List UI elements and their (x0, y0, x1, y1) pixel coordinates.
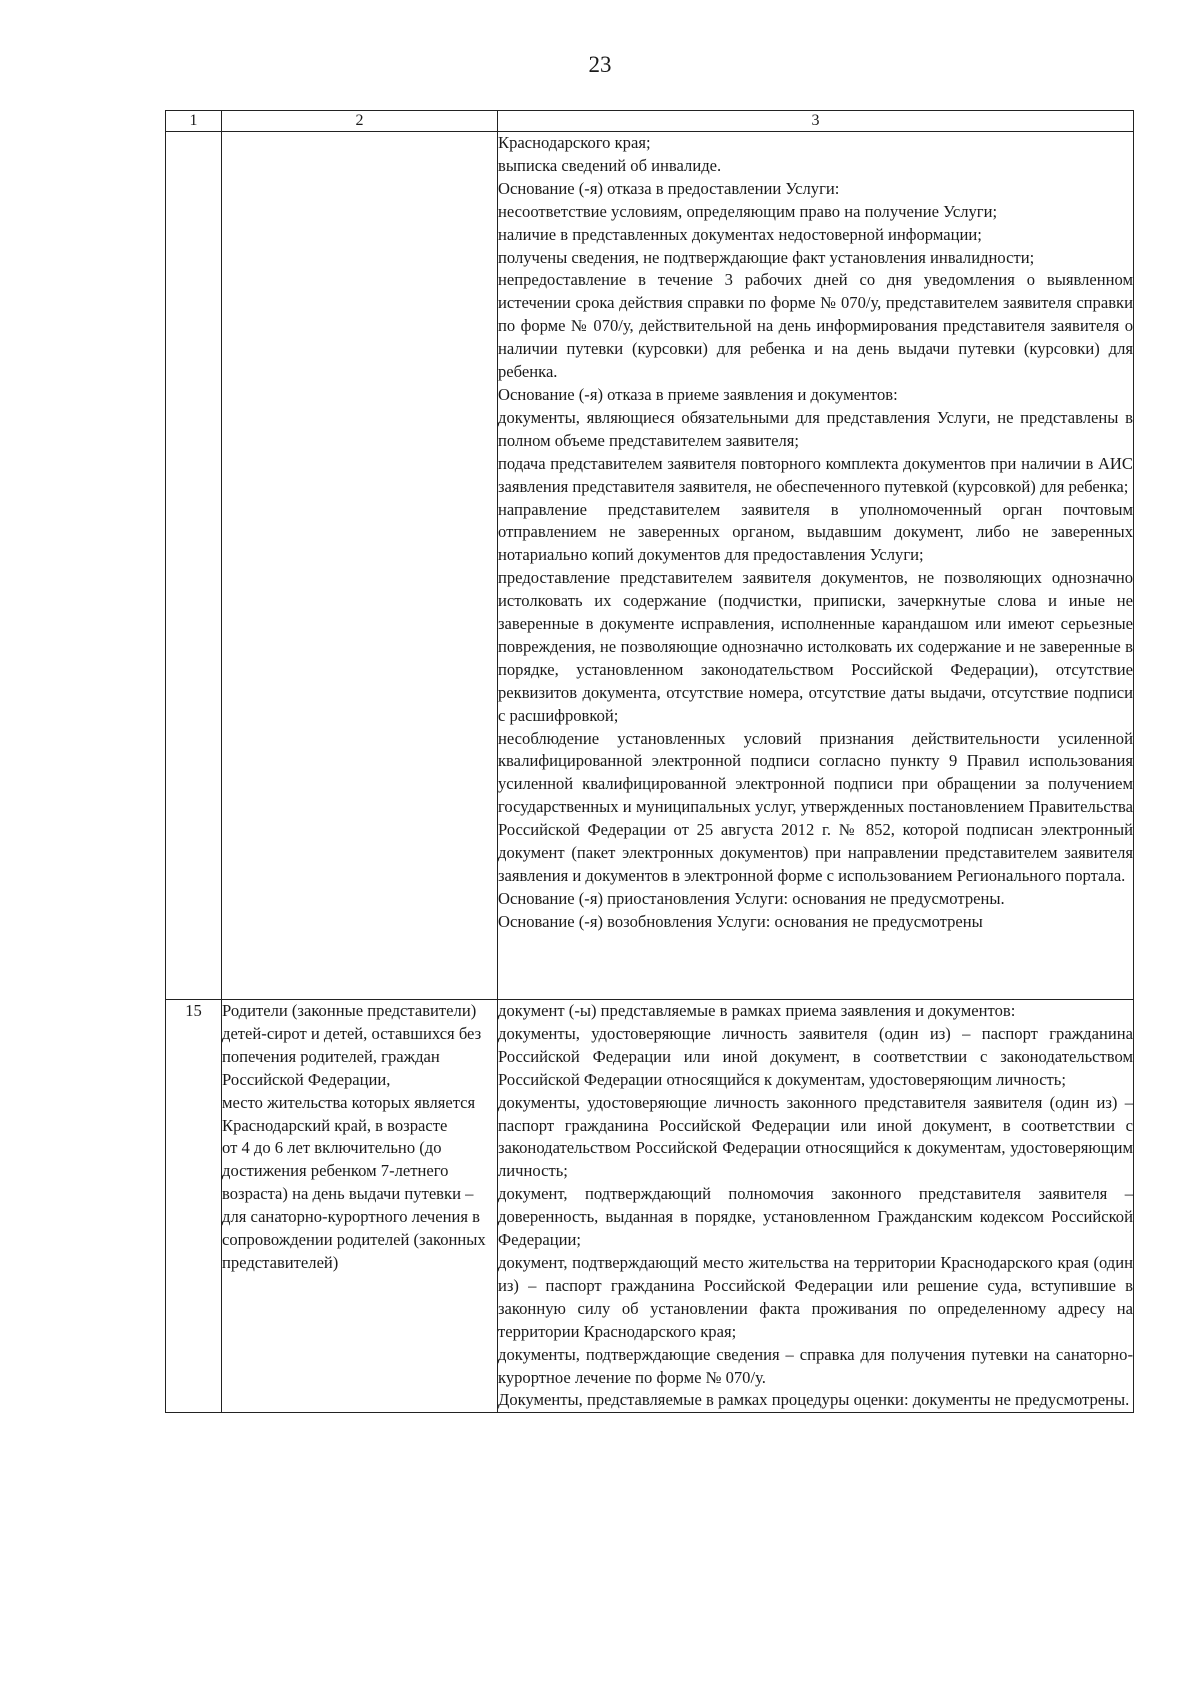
description-line: документы, удостоверяющие личность заявителя (один из) – паспорт гражданина Российской Федерации или иной документ, в соответствии с законодательством Российской Федерации относящийся к документам, удостоверяющим личность; (498, 1023, 1133, 1089)
description-line: наличие в представленных документах недостоверной информации; (498, 224, 982, 244)
table-row (166, 132, 1134, 1000)
criteria-line: место жительства которых является Краснодарский край, в возрасте (222, 1092, 476, 1135)
row-number-cell (166, 132, 222, 1000)
description-line: Документы, представляемые в рамках процедуры оценки: документы не предусмотрены. (498, 1390, 1130, 1410)
page-number: 23 (588, 52, 612, 77)
description-line: Основание (-я) приостановления Услуги: основания не предусмотрены. (498, 888, 1005, 908)
description-line: направление представителем заявителя в уполномоченный орган почтовым отправлением не заверенных органом, выдавшим документ, либо не заверенных нотариально копий документов для предоставления Услуги; (498, 499, 1133, 565)
description-line: несоответствие условиям, определяющим право на получение Услуги; (498, 201, 998, 221)
description-line: Краснодарского края; (498, 133, 651, 152)
column-header-3: 3 (498, 111, 1134, 132)
table-header-row (166, 111, 1134, 132)
description-line: предоставление представителем заявителя документов, не позволяющих однозначно истолковать их содержание (подчистки, приписки, зачеркнутые слова и иные не заверенные в документе исправления, исполненные карандашом или имеют серьезные повреждения, не позволяющие однозначно истолковать их содержание и не заверенные в порядке, установленном законодательством Российской Федерации), отсутствие реквизитов документа, отсутствие номера, отсутствие даты выдачи, отсутствие подписи с расшифровкой; (498, 568, 1133, 725)
description-line: документ (-ы) представляемые в рамках приема заявления и документов: (498, 1001, 1016, 1020)
column-header-1: 1 (166, 111, 222, 132)
description-line: подача представителем заявителя повторного комплекта документов при наличии в АИС заявления представителя заявителя, не обеспеченного путевкой (курсовкой) для ребенка; (498, 453, 1133, 496)
description-line: документы, подтверждающие сведения – справка для получения путевки на санаторно-курортное лечение по форме № 070/у. (498, 1344, 1133, 1387)
criteria-cell (222, 132, 498, 1000)
criteria-line: от 4 до 6 лет включительно (до достижения ребенком 7-летнего возраста) на день выдачи путевки – для санаторно-курортного лечения в сопровождении родителей (законных представителей) (222, 1138, 486, 1272)
description-cell (498, 132, 1134, 1000)
description-line: Основание (-я) отказа в приеме заявления и документов: (498, 384, 898, 404)
criteria-cell (222, 1000, 498, 1413)
description-line: непредоставление в течение 3 рабочих дней со дня уведомления о выявленном истечении срока действия справки по форме № 070/у, представителем заявителя справки по форме № 070/у, действительной на день информирования представителя заявителя о наличии путевки (курсовки) для ребенка и на день выдачи путевки (курсовки) для ребенка. (498, 270, 1133, 382)
description-line: получены сведения, не подтверждающие факт установления инвалидности; (498, 247, 1035, 267)
description-line: Основание (-я) отказа в предоставлении Услуги: (498, 178, 840, 198)
description-line: документы, удостоверяющие личность законного представителя заявителя (один из) – паспорт гражданина Российской Федерации или иной документ, в соответствии с законодательством Российской Федерации относящийся к документам, удостоверяющим личность; (498, 1092, 1133, 1181)
table-row (166, 1000, 1134, 1413)
description-line: несоблюдение установленных условий признания действительности усиленной квалифицированной электронной подписи согласно пункту 9 Правил использования усиленной квалифицированной электронной подписи при обращении за получением государственных и муниципальных услуг, утвержденных постановлением Правительства Российской Федерации от 25 августа 2012 г. № 852, которой подписан электронный документ (пакет электронных документов) при направлении представителем заявителя заявления и документов в электронной форме с использованием Регионального портала. (498, 728, 1133, 885)
description-line: документ, подтверждающий полномочия законного представителя заявителя – доверенность, выданная в порядке, установленном Гражданским кодексом Российской Федерации; (498, 1184, 1133, 1250)
column-header-2: 2 (222, 111, 498, 132)
description-line: выписка сведений об инвалиде. (498, 155, 722, 175)
description-cell (498, 1000, 1134, 1413)
document-table (165, 110, 1134, 1413)
row-number-cell: 15 (166, 1000, 222, 1413)
description-line: документ, подтверждающий место жительства на территории Краснодарского края (один из) – паспорт гражданина Российской Федерации или решение суда, вступившие в законную силу об установлении факта проживания по определенному адресу на территории Краснодарского края; (498, 1252, 1133, 1341)
criteria-line: Родители (законные представители) детей-сирот и детей, оставшихся без попечения родителей, граждан Российской Федерации, (222, 1001, 482, 1089)
description-line: Основание (-я) возобновления Услуги: основания не предусмотрены (498, 911, 983, 931)
description-line: документы, являющиеся обязательными для представления Услуги, не представлены в полном объеме представителем заявителя; (498, 407, 1133, 450)
